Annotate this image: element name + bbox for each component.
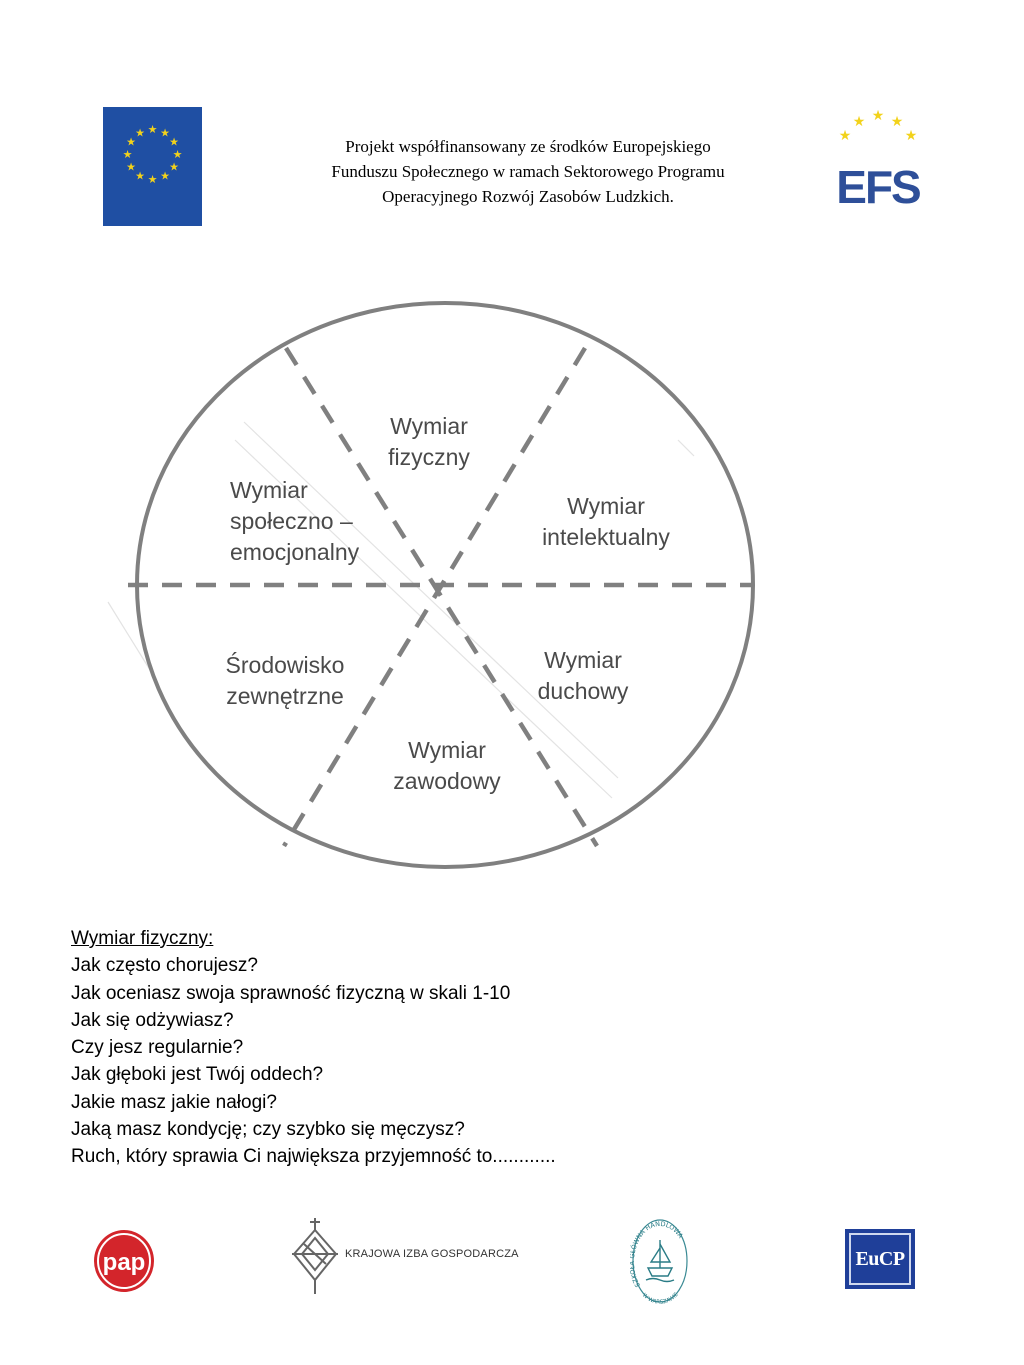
eucp-logo-text: EuCP [849, 1233, 911, 1285]
segment-srodowisko-zewnetrzne: Środowisko zewnętrzne [225, 652, 345, 709]
kig-emblem-icon [284, 1210, 354, 1296]
question-item: Jak się odżywiasz? [71, 1009, 234, 1031]
eu-stars-icon [103, 107, 202, 226]
svg-text:★: ★ [890, 114, 904, 130]
question-item: Ruch, który sprawia Ci największa przyjemność to............ [71, 1146, 556, 1168]
sgh-logo [630, 1216, 690, 1306]
header-line: Operacyjnego Rozwój Zasobów Ludzkich. [382, 187, 674, 206]
eu-flag-logo [103, 107, 202, 226]
diagram-wheel [0, 280, 1024, 900]
segment-wymiar-fizyczny: Wymiar fizyczny [388, 413, 470, 470]
question-item: Jak często chorujesz? [71, 955, 258, 977]
ship-icon [646, 1240, 674, 1282]
efs-logo-text: EFS [836, 161, 920, 212]
svg-text:★: ★ [160, 169, 170, 183]
question-item: Jaką masz kondycję; czy szybko się męczysz? [71, 1119, 465, 1141]
svg-text:★: ★ [147, 173, 158, 186]
segment-wymiar-duchowy: Wymiar duchowy [537, 647, 629, 704]
question-item: Jakie masz jakie nałogi? [71, 1091, 277, 1113]
svg-text:★: ★ [169, 160, 179, 174]
question-item: Czy jesz regularnie? [71, 1037, 244, 1059]
svg-text:★: ★ [838, 128, 852, 144]
segment-wymiar-zawodowy: Wymiar zawodowy [393, 737, 501, 794]
svg-text:★: ★ [135, 169, 145, 183]
svg-text:★: ★ [126, 135, 136, 149]
kig-logo-text: KRAJOWA IZBA GOSPODARCZA [345, 1248, 519, 1260]
wellness-dimensions-diagram [0, 280, 1024, 900]
efs-logo [833, 102, 923, 212]
svg-text:★: ★ [126, 160, 136, 174]
question-item: Jak głęboki jest Twój oddech? [71, 1064, 324, 1086]
svg-text:★: ★ [904, 128, 918, 144]
segment-wymiar-spoleczno-emocjonalny: Wymiar społeczno – emocjonalny [230, 477, 360, 565]
svg-text:★: ★ [135, 126, 145, 140]
svg-text:★: ★ [172, 148, 183, 161]
question-item: Jak oceniasz swoja sprawność fizyczną w skali 1-10 [71, 982, 511, 1004]
svg-text:★: ★ [169, 135, 179, 149]
header-line: Projekt współfinansowany ze środków Europejskiego [345, 137, 711, 156]
svg-text:★: ★ [871, 108, 885, 124]
project-funding-notice [258, 134, 798, 209]
svg-text:★: ★ [160, 126, 170, 140]
svg-text:★: ★ [852, 114, 866, 130]
header-line: Funduszu Społecznego w ramach Sektorowego Programu [331, 162, 725, 181]
eucp-logo [845, 1229, 915, 1289]
svg-text:★: ★ [122, 148, 133, 161]
segment-wymiar-intelektualny: Wymiar intelektualny [542, 493, 670, 550]
physical-dimension-questions [71, 925, 556, 1171]
pap-logo [92, 1228, 156, 1294]
sgh-logo-city: W WARSZAWIE [640, 1291, 680, 1306]
sgh-logo-text: SZK ÓWNA HANDLOWA [630, 1219, 685, 1289]
pap-logo-text: pap [102, 1249, 146, 1276]
questions-heading: Wymiar fizyczny: [71, 928, 214, 949]
svg-text:★: ★ [147, 123, 158, 136]
